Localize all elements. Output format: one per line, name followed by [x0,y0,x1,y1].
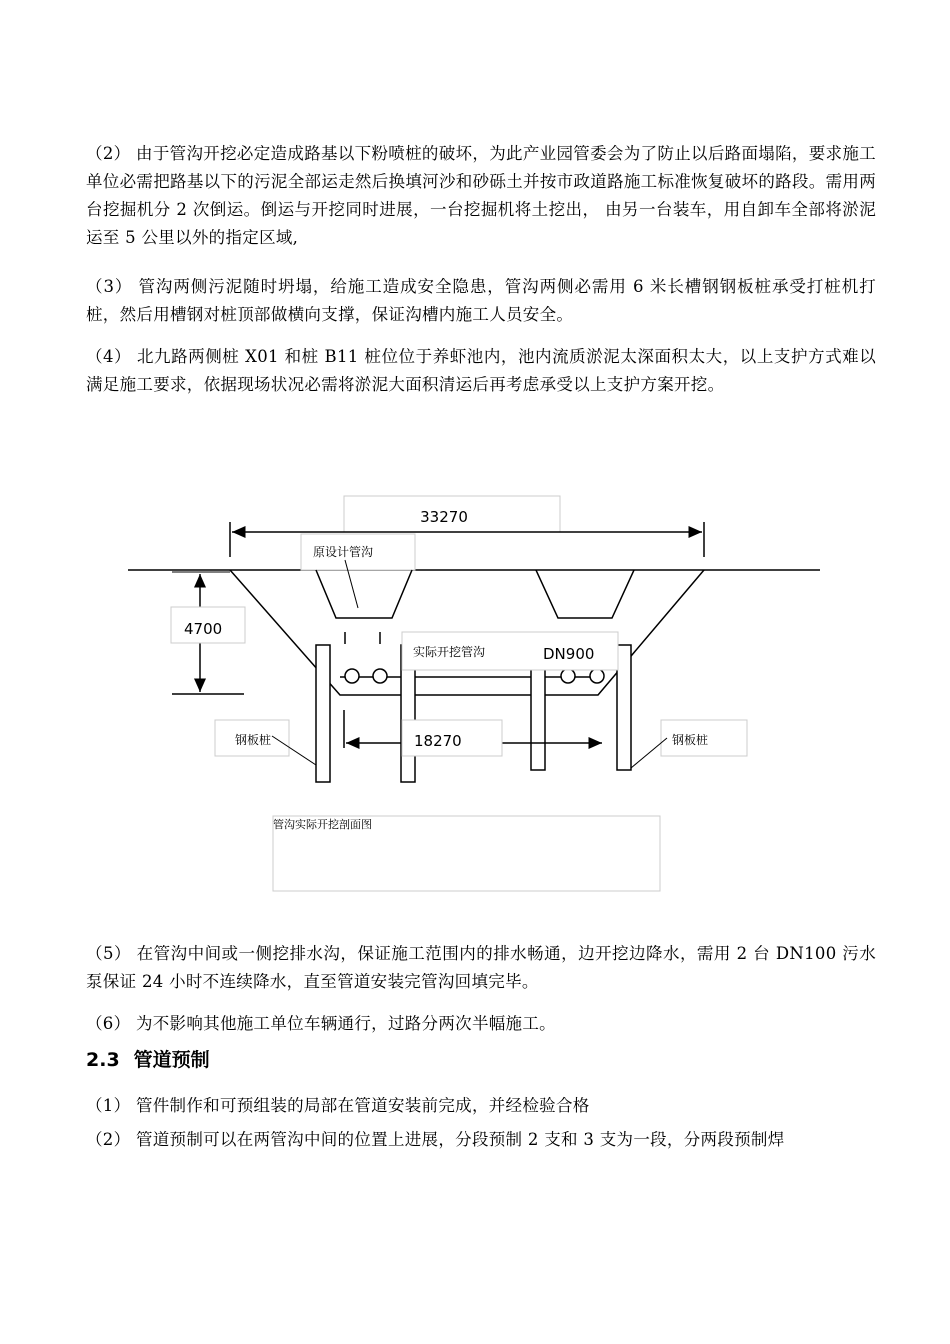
steel-pile-left-outer [316,645,330,782]
paragraph-5: （5） 在管沟中间或一侧挖排水沟，保证施工范围内的排水畅通，边开挖边降水，需用 2 台 DN100 污水泵保证 24 小时不连续降水，直至管道安装完管沟回填完毕。 [86,944,876,991]
label-pile-right: 钢板桩 [672,733,709,747]
dim-depth-label: 4700 [184,620,223,638]
dim-bottom-label: 18270 [414,732,462,750]
paragraph-2: （2） 由于管沟开挖必定造成路基以下粉喷桩的破坏，为此产业园管委会为了防止以后路面塌陷，要求施工单位必需把路基以下的污泥全部运走然后换填河沙和砂砾土并按市政道路施工标准恢复破坏的路段。需用两台挖掘机分 2 次倒运。倒运与开挖同时进展，一台挖掘机将土挖出， 由另一台装车，用自卸车全部将淤泥运至 5 公里以外的指定区域, [86,144,876,247]
label-pile-left: 钢板桩 [235,733,272,747]
original-trench-left [316,570,412,618]
dim-top-label: 33270 [420,508,468,526]
pipe-1 [345,669,359,683]
figure-caption: 管沟实际开挖剖面图 [273,818,372,831]
section-title: 管道预制 [133,1049,210,1071]
section-number: 2.3 [86,1049,120,1071]
steel-pile-right-outer [617,645,631,770]
label-actual-trench: 实际开挖管沟 [413,645,486,659]
label-pipe-size: DN900 [543,645,595,663]
pipe-4 [590,669,604,683]
trench-section-diagram [0,480,950,900]
original-trench-right [536,570,634,618]
section-heading [86,1045,210,1072]
paragraph-3: （3） 管沟两侧污泥随时坍塌，给施工造成安全隐患，管沟两侧必需用 6 米长槽钢钢板桩承受打桩机打桩，然后用槽钢对桩顶部做横向支撑，保证沟槽内施工人员安全。 [86,277,876,324]
pipe-2 [373,669,387,683]
section-paragraph-1: （1） 管件制作和可预组装的局部在管道安装前完成，并经检验合格 [86,1096,590,1115]
pipe-3 [561,669,575,683]
section-paragraph-2: （2） 管道预制可以在两管沟中间的位置上进展，分段预制 2 支和 3 支为一段，分两段预制焊 [86,1130,785,1149]
label-original-trench: 原设计管沟 [313,545,374,559]
paragraph-6: （6） 为不影响其他施工单位车辆通行，过路分两次半幅施工。 [86,1014,556,1033]
paragraph-4: （4） 北九路两侧桩 X01 和桩 B11 桩位位于养虾池内，池内流质淤泥太深面积太大，以上支护方式难以满足施工要求，依据现场状况必需将淤泥大面积清运后再考虑承受以上支护方案开挖。 [86,347,876,394]
